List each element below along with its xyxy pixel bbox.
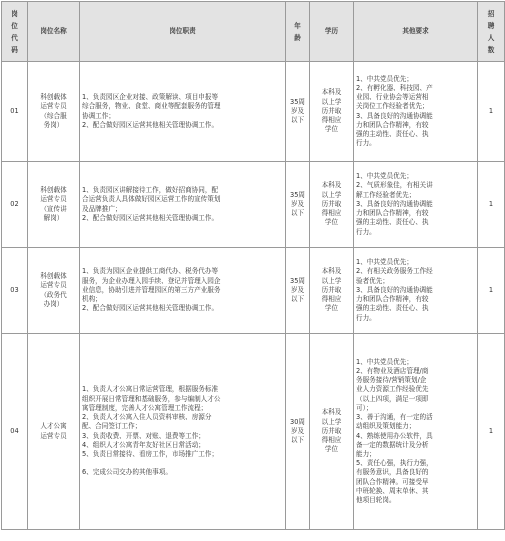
headcount: 1 — [478, 162, 505, 248]
header-education: 学历 — [310, 2, 354, 62]
position-duty: 1、负责园区讲解接待工作，做好招商协同，配 合运营负责人具体做好园区运营工作的宣传策划 及品牌推广； 2、配合做好园区运营其他相关管理协调工作。 — [80, 162, 286, 248]
header-position-duty: 岗位职责 — [80, 2, 286, 62]
headcount: 1 — [478, 334, 505, 530]
other-requirements: 1、中共党员优先； 2、有相关政务服务工作经 验者优先； 3、具备良好的沟通协调能 力和团队合作精神，有较 强的主动性、责任心、执 行力。 — [354, 248, 478, 334]
header-position-code: 岗 位 代 码 — [2, 2, 28, 62]
education-requirement: 本科及 以上学 历并取 得相应 学位 — [310, 334, 354, 530]
other-requirements: 1、中共党员优先； 2、气质形象佳，有相关讲 解工作经验者优先； 3、具备良好的沟通协调能 力和团队合作精神，有较 强的主动性、责任心、执 行力。 — [354, 162, 478, 248]
position-duty: 1、负责园区企业对接、政策解读、项目申报等 综合服务，物业、食堂、商业等配套服务的管理 协调工作； 2、配合做好园区运营其他相关管理协调工作。 — [80, 62, 286, 162]
position-code: 02 — [2, 162, 28, 248]
table-row — [2, 162, 505, 248]
header-other-requirements: 其他要求 — [354, 2, 478, 62]
position-code: 01 — [2, 62, 28, 162]
position-name: 科创载体 运营专员 （政务代 办岗） — [28, 248, 80, 334]
table-row — [2, 248, 505, 334]
header-row — [2, 2, 505, 62]
age-limit: 35周 岁及 以下 — [286, 162, 310, 248]
education-requirement: 本科及 以上学 历并取 得相应 学位 — [310, 162, 354, 248]
other-requirements: 1、中共党员优先； 2、有孵化器、科技园、产 业园、行业协会等运营相 关岗位工作经验者优先； 3、具备良好的沟通协调能 力和团队合作精神，有较 强的主动性、责任心、执 行力。 — [354, 62, 478, 162]
education-requirement: 本科及 以上学 历并取 得相应 学位 — [310, 62, 354, 162]
age-limit: 30周 岁及 以下 — [286, 334, 310, 530]
age-limit: 35周 岁及 以下 — [286, 248, 310, 334]
table-row — [2, 62, 505, 162]
table-row — [2, 334, 505, 530]
education-requirement: 本科及 以上学 历并取 得相应 学位 — [310, 248, 354, 334]
header-position-name: 岗位名称 — [28, 2, 80, 62]
other-requirements: 1、中共党员优先； 2、有物业及酒店管理/商 务服务接待/营销策划/企 业人力资源工作经验优先 （以上四项，满足一项即 可）； 3、善于沟通，有一定的活 动组织及策划能力； 4、熟练使用办公软件，具 备一定的数据统计及分析 能力； 5、责任心强，执行力强， 有服务意识，具备良好的 团队合作精神。可接受早 中班轮换、周末单休、其 他项目轮岗。 — [354, 334, 478, 530]
header-age: 年 龄 — [286, 2, 310, 62]
header-headcount: 招 聘 人 数 — [478, 2, 505, 62]
position-code: 03 — [2, 248, 28, 334]
position-name: 科创载体 运营专员 （宣传讲 解岗） — [28, 162, 80, 248]
position-duty: 1、负责为园区企业提供工商代办、税务代办等 服务，为企业办理入园手续、登记并管理入园企 业信息，协助引进并管理园区的第三方产业服务 机构； 2、配合做好园区运营其他相关管理协调工作。 — [80, 248, 286, 334]
position-name: 人才公寓 运营专员 — [28, 334, 80, 530]
headcount: 1 — [478, 248, 505, 334]
age-limit: 35周 岁及 以下 — [286, 62, 310, 162]
recruitment-table — [1, 1, 505, 530]
position-duty: 1、负责人才公寓日常运营管理，根据服务标准 组织开展日常管理和基础服务，参与编制人才公 寓管理制度，完善人才公寓管理工作流程； 2、负责人才公寓入住人员资料审核、房源分 配、合同签订工作； 3、负责收费、开票、对账、退费等工作； 4、组织人才公寓青年友好社区日常活动； 5、负责日常接待、看房工作，市场推广工作； 6、完成公司交办的其他事项。 — [80, 334, 286, 530]
position-code: 04 — [2, 334, 28, 530]
headcount: 1 — [478, 62, 505, 162]
position-name: 科创载体 运营专员 （综合服 务岗） — [28, 62, 80, 162]
